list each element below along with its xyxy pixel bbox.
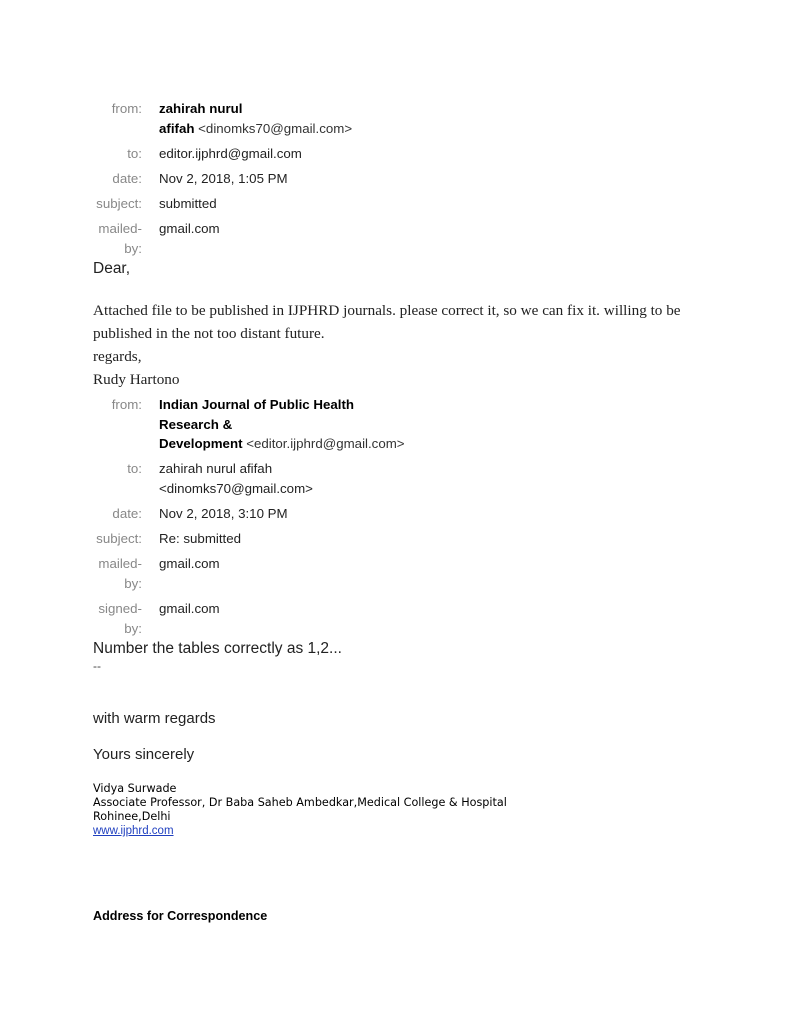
to-label: to:	[127, 461, 142, 476]
to-name: zahirah nurul afifah	[159, 461, 273, 476]
mailed-by-label-2: by:	[124, 240, 142, 256]
subject-label: subject:	[96, 196, 142, 211]
from-value	[159, 99, 459, 138]
to-label: to:	[127, 146, 142, 161]
date-label: date:	[112, 171, 142, 186]
signature-title: Associate Professor, Dr Baba Saheb Ambedkar,Medical College & Hospital	[93, 796, 507, 809]
date-value: Nov 2, 2018, 1:05 PM	[159, 171, 288, 186]
signature-block	[93, 782, 507, 838]
signed-by-label-1: signed-	[98, 601, 142, 616]
yours-sincerely: Yours sincerely	[93, 746, 195, 763]
subject-value: submitted	[159, 196, 217, 211]
signature-name: Vidya Surwade	[93, 782, 177, 795]
mailed-by-value: gmail.com	[159, 221, 220, 236]
sender-name-cont: Research &	[159, 416, 233, 432]
body-line-2: published in the not too distant future.	[93, 325, 325, 342]
sender-address[interactable]: <editor.ijphrd@gmail.com>	[246, 436, 405, 451]
from-label: from:	[111, 101, 142, 116]
sender-address[interactable]: <dinomks70@gmail.com>	[198, 120, 353, 136]
mailed-by-value: gmail.com	[159, 556, 220, 571]
date-value: Nov 2, 2018, 3:10 PM	[159, 506, 288, 521]
sender-name-cont-2: Development	[159, 436, 243, 451]
website-link[interactable]: www.ijphrd.com	[93, 825, 174, 837]
email2-body: Number the tables correctly as 1,2...	[93, 640, 342, 657]
signature-separator: --	[93, 659, 101, 673]
mailed-by-label	[98, 554, 142, 593]
address-heading: Address for Correspondence	[93, 909, 268, 923]
mailed-by-label-2: by:	[124, 575, 142, 591]
signed-by-label	[98, 599, 142, 638]
sender-name-cont: afifah	[159, 120, 195, 136]
email1-body	[93, 299, 713, 391]
closing: regards,	[93, 348, 142, 365]
email1-greeting: Dear,	[93, 260, 131, 277]
from-label: from:	[111, 397, 142, 412]
sender-name: Indian Journal of Public Health	[159, 397, 355, 412]
subject-value: Re: submitted	[159, 531, 242, 546]
mailed-by-label-1: mailed-	[98, 556, 142, 571]
body-line-1: Attached file to be published in IJPHRD journals. please correct it, so we can fix it. willing to be	[93, 302, 681, 319]
to-address: <dinomks70@gmail.com>	[159, 480, 313, 496]
date-label: date:	[112, 506, 142, 521]
mailed-by-label-1: mailed-	[98, 221, 142, 236]
warm-regards: with warm regards	[93, 710, 216, 727]
subject-label: subject:	[96, 531, 142, 546]
signature: Rudy Hartono	[93, 371, 180, 388]
signed-by-label-2: by:	[124, 620, 142, 636]
from-value	[159, 395, 479, 454]
to-value[interactable]: editor.ijphrd@gmail.com	[159, 146, 302, 161]
signature-location: Rohinee,Delhi	[93, 810, 171, 823]
sender-name: zahirah nurul	[159, 101, 243, 116]
mailed-by-label	[98, 219, 142, 258]
to-value[interactable]	[159, 459, 459, 498]
signed-by-value: gmail.com	[159, 601, 220, 616]
